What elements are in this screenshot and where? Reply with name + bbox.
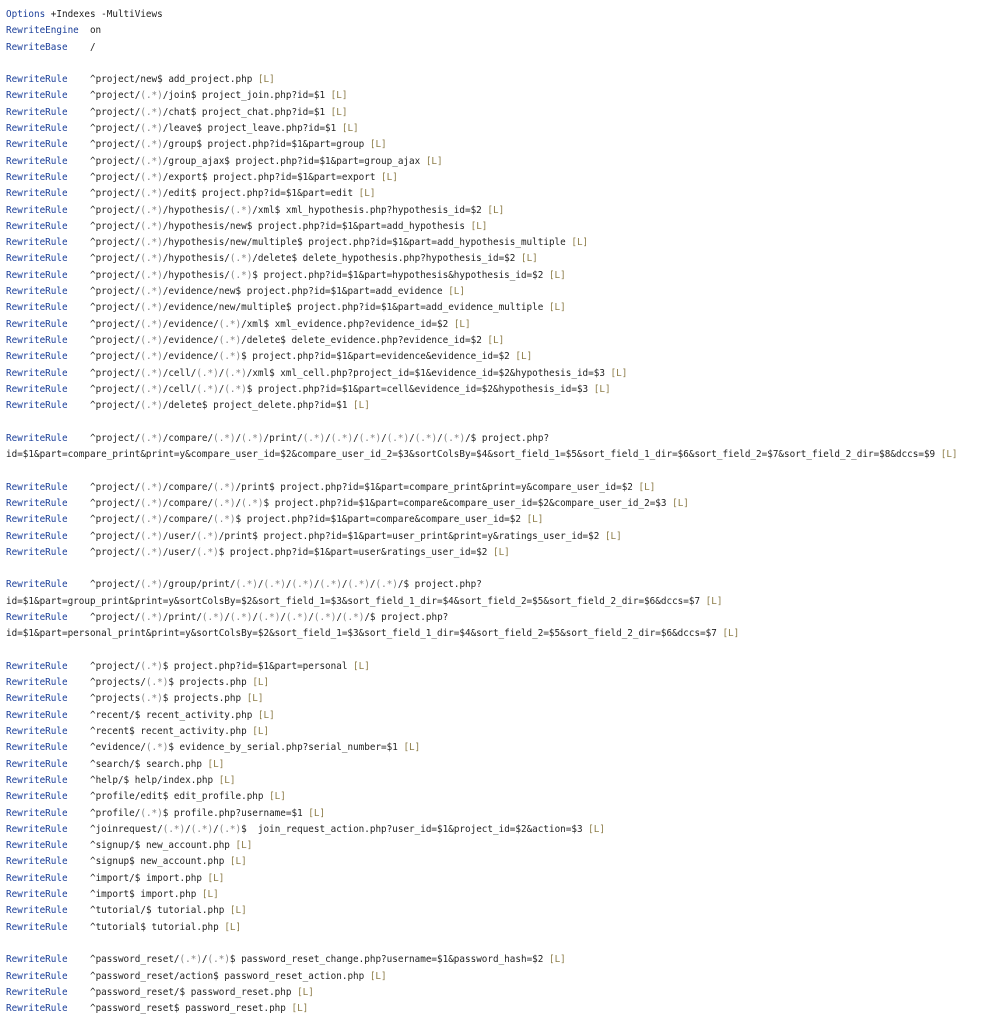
code-line-rewriterule: [6, 610, 976, 626]
code-line-rewriterule: [6, 822, 976, 838]
code-line-blank: [6, 936, 976, 952]
directive-arguments: ^tutorial/$ tutorial.php [L]: [67, 905, 247, 917]
directive-arguments: ^project/(.*)/compare/(.*)/print$ project.php?id=$1&part=compare_print&print=y&compare_user_id=$2 [L]: [67, 481, 656, 493]
code-line-options: [6, 7, 976, 23]
code-line-blank: [6, 56, 976, 72]
directive-arguments: ^recent$ recent_activity.php [L]: [67, 726, 270, 738]
directive-arguments: ^project/(.*)/evidence/(.*)/xml$ xml_evidence.php?evidence_id=$2 [L]: [67, 318, 471, 330]
code-line-blank: [6, 643, 976, 659]
code-line-rewriterule: [6, 203, 976, 219]
code-line-rewriterule: [6, 675, 976, 691]
code-line-rewriterule: [6, 969, 976, 985]
code-line-rewriterule: [6, 740, 976, 756]
directive-arguments: ^profile/(.*)$ profile.php?username=$1 [L]: [67, 807, 326, 819]
directive-arguments: ^project/(.*)/hypothesis/(.*)/delete$ delete_hypothesis.php?hypothesis_id=$2 [L]: [67, 253, 538, 265]
directive-keyword: RewriteRule: [6, 840, 68, 852]
directive-keyword: RewriteRule: [6, 579, 68, 591]
code-line-blank: [6, 414, 976, 430]
code-line-rewriterule: [6, 284, 976, 300]
directive-arguments: ^project/(.*)/hypothesis/new/multiple$ project.php?id=$1&part=add_hypothesis_multiple [L]: [67, 237, 589, 249]
directive-keyword: RewriteRule: [6, 237, 68, 249]
directive-keyword: RewriteRule: [6, 970, 68, 982]
code-line-blank: [6, 561, 976, 577]
code-line-rewriterule: [6, 121, 976, 137]
directive-keyword: RewriteRule: [6, 856, 68, 868]
directive-arguments: ^password_reset/$ password_reset.php [L]: [67, 986, 314, 998]
directive-keyword: RewriteRule: [6, 74, 68, 86]
code-line-rewriterule: [6, 382, 976, 398]
directive-arguments: ^project/(.*)/join$ project_join.php?id=$1 [L]: [67, 90, 348, 102]
code-line-rewriterule: [6, 496, 976, 512]
code-line-rewriterule: [6, 333, 976, 349]
code-line-rewriterule: [6, 154, 976, 170]
directive-keyword: RewriteRule: [6, 774, 68, 786]
directive-arguments: ^project/(.*)/user/(.*)/print$ project.php?id=$1&part=user_print&print=y&ratings_user_id=$2 [L]: [67, 530, 622, 542]
code-line-continuation: [6, 626, 976, 642]
directive-keyword: RewriteRule: [6, 90, 68, 102]
directive-arguments: ^search/$ search.php [L]: [67, 758, 225, 770]
directive-keyword: RewriteEngine: [6, 25, 79, 37]
directive-arguments: ^project/(.*)/hypothesis/new$ project.php?id=$1&part=add_hypothesis [L]: [67, 220, 488, 232]
code-line-rewriterule: [6, 72, 976, 88]
directive-arguments: ^tutorial$ tutorial.php [L]: [67, 921, 242, 933]
code-line-rewriterule: [6, 903, 976, 919]
directive-arguments: id=$1&part=compare_print&print=y&compare_user_id=$2&compare_user_id_2=$3&sortColsBy=$4&sort_field_1=$5&sort_field_1_dir=$6&sort_field_2=$7&sort_field_2_dir=$8&dccs=$9 [L]: [6, 449, 958, 461]
directive-arguments: ^password_reset$ password_reset.php [L]: [67, 1003, 309, 1015]
code-line-rewriterule: [6, 871, 976, 887]
code-line-rewriterule: [6, 88, 976, 104]
directive-keyword: RewriteRule: [6, 188, 68, 200]
code-line-rewriterule: [6, 268, 976, 284]
directive-keyword: RewriteRule: [6, 709, 68, 721]
code-line-rewriterule: [6, 577, 976, 593]
code-line-rewriterule: [6, 105, 976, 121]
directive-keyword: RewriteRule: [6, 351, 68, 363]
directive-arguments: ^project/(.*)/compare/(.*)/(.*)/print/(.*)/(.*)/(.*)/(.*)/(.*)/(.*)/$ project.php?: [67, 432, 550, 444]
code-line-rewriterule: [6, 757, 976, 773]
directive-keyword: RewriteRule: [6, 546, 68, 558]
directive-arguments: /: [67, 41, 96, 53]
directive-keyword: RewriteRule: [6, 905, 68, 917]
code-line-continuation: [6, 594, 976, 610]
code-line-rewriterule: [6, 235, 976, 251]
directive-keyword: RewriteRule: [6, 660, 68, 672]
directive-keyword: RewriteRule: [6, 677, 68, 689]
directive-arguments: ^projects/(.*)$ projects.php [L]: [67, 677, 270, 689]
code-line-rewriterule: [6, 691, 976, 707]
directive-arguments: ^project/(.*)/group/print/(.*)/(.*)/(.*)/(.*)/(.*)/(.*)/$ project.php?: [67, 579, 482, 591]
directive-arguments: on: [78, 25, 102, 37]
directive-keyword: RewriteRule: [6, 693, 68, 705]
directive-keyword: RewriteRule: [6, 497, 68, 509]
code-line-rewritebase: [6, 40, 976, 56]
directive-arguments: ^joinrequest/(.*)/(.*)/(.*)$ join_request_action.php?user_id=$1&project_id=$2&action=$3 [L]: [67, 823, 605, 835]
directive-arguments: id=$1&part=group_print&print=y&sortColsBy=$2&sort_field_1=$3&sort_field_1_dir=$4&sort_field_2=$5&sort_field_2_dir=$6&dccs=$7 [L]: [6, 595, 723, 607]
code-line-rewriterule: [6, 317, 976, 333]
code-line-rewriterule: [6, 920, 976, 936]
directive-arguments: ^evidence/(.*)$ evidence_by_serial.php?serial_number=$1 [L]: [67, 742, 421, 754]
code-line-rewriteengine: [6, 23, 976, 39]
code-line-rewriterule: [6, 398, 976, 414]
directive-keyword: RewriteRule: [6, 921, 68, 933]
directive-arguments: id=$1&part=personal_print&print=y&sortColsBy=$2&sort_field_1=$3&sort_field_1_dir=$4&sort_field_2=$5&sort_field_2_dir=$6&dccs=$7 [L]: [6, 628, 740, 640]
code-line-rewriterule: [6, 952, 976, 968]
directive-keyword: RewriteRule: [6, 530, 68, 542]
directive-arguments: ^import/$ import.php [L]: [67, 872, 225, 884]
directive-keyword: RewriteRule: [6, 220, 68, 232]
directive-keyword: RewriteRule: [6, 791, 68, 803]
directive-arguments: ^project/(.*)/compare/(.*)$ project.php?id=$1&part=compare&compare_user_id=$2 [L]: [67, 514, 544, 526]
htaccess-code-listing: [6, 7, 976, 1017]
directive-keyword: RewriteRule: [6, 269, 68, 281]
directive-keyword: RewriteRule: [6, 400, 68, 412]
directive-keyword: RewriteRule: [6, 123, 68, 135]
directive-keyword: RewriteRule: [6, 432, 68, 444]
directive-keyword: RewriteRule: [6, 726, 68, 738]
directive-keyword: RewriteRule: [6, 106, 68, 118]
code-line-rewriterule: [6, 724, 976, 740]
code-line-rewriterule: [6, 186, 976, 202]
directive-keyword: RewriteRule: [6, 872, 68, 884]
directive-arguments: ^recent/$ recent_activity.php [L]: [67, 709, 275, 721]
directive-arguments: ^project/(.*)/evidence/new/multiple$ project.php?id=$1&part=add_evidence_multiple [L]: [67, 302, 566, 314]
directive-arguments: ^project/(.*)/print/(.*)/(.*)/(.*)/(.*)/(.*)/(.*)/$ project.php?: [67, 611, 449, 623]
directive-keyword: RewriteRule: [6, 823, 68, 835]
code-line-rewriterule: [6, 773, 976, 789]
directive-keyword: RewriteRule: [6, 302, 68, 314]
code-line-rewriterule: [6, 887, 976, 903]
directive-keyword: RewriteRule: [6, 253, 68, 265]
directive-arguments: ^project/(.*)/compare/(.*)/(.*)$ project.php?id=$1&part=compare&compare_user_id=$2&compare_user_id_2=$3 [L]: [67, 497, 689, 509]
code-line-rewriterule: [6, 366, 976, 382]
directive-arguments: ^project/(.*)/evidence/new$ project.php?id=$1&part=add_evidence [L]: [67, 286, 465, 298]
directive-arguments: ^project/(.*)/edit$ project.php?id=$1&part=edit [L]: [67, 188, 376, 200]
directive-arguments: ^project/(.*)/hypothesis/(.*)$ project.php?id=$1&part=hypothesis&hypothesis_id=$2 [L]: [67, 269, 566, 281]
directive-keyword: RewriteRule: [6, 742, 68, 754]
directive-keyword: RewriteRule: [6, 367, 68, 379]
directive-keyword: RewriteRule: [6, 334, 68, 346]
directive-keyword: RewriteRule: [6, 807, 68, 819]
directive-arguments: ^project/(.*)/evidence/(.*)$ project.php?id=$1&part=evidence&evidence_id=$2 [L]: [67, 351, 533, 363]
directive-keyword: RewriteRule: [6, 171, 68, 183]
directive-keyword: RewriteRule: [6, 758, 68, 770]
directive-keyword: RewriteRule: [6, 155, 68, 167]
directive-arguments: ^signup/$ new_account.php [L]: [67, 840, 253, 852]
directive-arguments: ^help/$ help/index.php [L]: [67, 774, 236, 786]
directive-arguments: ^projects(.*)$ projects.php [L]: [67, 693, 264, 705]
directive-arguments: ^project/(.*)$ project.php?id=$1&part=personal [L]: [67, 660, 370, 672]
code-line-rewriterule: [6, 170, 976, 186]
directive-arguments: +Indexes -MultiViews: [45, 9, 163, 20]
directive-arguments: ^project/(.*)/leave$ project_leave.php?id=$1 [L]: [67, 123, 359, 135]
directive-arguments: ^import$ import.php [L]: [67, 889, 219, 901]
code-line-rewriterule: [6, 854, 976, 870]
code-line-rewriterule: [6, 708, 976, 724]
directive-arguments: ^project/(.*)/group$ project.php?id=$1&part=group [L]: [67, 139, 387, 151]
directive-keyword: RewriteRule: [6, 889, 68, 901]
code-line-rewriterule: [6, 431, 976, 447]
directive-arguments: ^project/new$ add_project.php [L]: [67, 74, 275, 86]
code-line-rewriterule: [6, 789, 976, 805]
code-line-rewriterule: [6, 659, 976, 675]
directive-arguments: ^project/(.*)/hypothesis/(.*)/xml$ xml_hypothesis.php?hypothesis_id=$2 [L]: [67, 204, 505, 216]
code-line-rewriterule: [6, 985, 976, 1001]
code-line-rewriterule: [6, 480, 976, 496]
directive-keyword: RewriteRule: [6, 286, 68, 298]
code-line-rewriterule: [6, 838, 976, 854]
directive-keyword: RewriteRule: [6, 514, 68, 526]
code-line-rewriterule: [6, 806, 976, 822]
directive-keyword: RewriteRule: [6, 1003, 68, 1015]
directive-keyword: RewriteRule: [6, 986, 68, 998]
directive-keyword: Options: [6, 9, 46, 20]
directive-arguments: ^project/(.*)/chat$ project_chat.php?id=$1 [L]: [67, 106, 348, 118]
code-line-rewriterule: [6, 137, 976, 153]
code-line-rewriterule: [6, 300, 976, 316]
code-line-rewriterule: [6, 1001, 976, 1017]
directive-keyword: RewriteBase: [6, 41, 68, 53]
code-line-rewriterule: [6, 251, 976, 267]
directive-keyword: RewriteRule: [6, 481, 68, 493]
code-line-rewriterule: [6, 349, 976, 365]
code-line-rewriterule: [6, 529, 976, 545]
directive-keyword: RewriteRule: [6, 954, 68, 966]
directive-keyword: RewriteRule: [6, 611, 68, 623]
directive-arguments: ^profile/edit$ edit_profile.php [L]: [67, 791, 286, 803]
code-line-blank: [6, 463, 976, 479]
directive-arguments: ^password_reset/(.*)/(.*)$ password_reset_change.php?username=$1&password_hash=$2 [L]: [67, 954, 566, 966]
code-line-continuation: [6, 447, 976, 463]
directive-arguments: ^signup$ new_account.php [L]: [67, 856, 247, 868]
directive-arguments: ^project/(.*)/export$ project.php?id=$1&part=export [L]: [67, 171, 398, 183]
directive-keyword: RewriteRule: [6, 318, 68, 330]
directive-keyword: RewriteRule: [6, 383, 68, 395]
directive-keyword: RewriteRule: [6, 139, 68, 151]
directive-arguments: ^project/(.*)/cell/(.*)/(.*)/xml$ xml_cell.php?project_id=$1&evidence_id=$2&hypothesis_id=$3 [L]: [67, 367, 628, 379]
code-line-rewriterule: [6, 512, 976, 528]
directive-arguments: ^project/(.*)/delete$ project_delete.php?id=$1 [L]: [67, 400, 370, 412]
code-line-rewriterule: [6, 545, 976, 561]
code-line-rewriterule: [6, 219, 976, 235]
directive-arguments: ^project/(.*)/cell/(.*)/(.*)$ project.php?id=$1&part=cell&evidence_id=$2&hypothesis_id=$3 [L]: [67, 383, 611, 395]
directive-arguments: ^password_reset/action$ password_reset_action.php [L]: [67, 970, 387, 982]
directive-arguments: ^project/(.*)/group_ajax$ project.php?id=$1&part=group_ajax [L]: [67, 155, 443, 167]
directive-keyword: RewriteRule: [6, 204, 68, 216]
directive-arguments: ^project/(.*)/user/(.*)$ project.php?id=$1&part=user&ratings_user_id=$2 [L]: [67, 546, 510, 558]
directive-arguments: ^project/(.*)/evidence/(.*)/delete$ delete_evidence.php?evidence_id=$2 [L]: [67, 334, 505, 346]
